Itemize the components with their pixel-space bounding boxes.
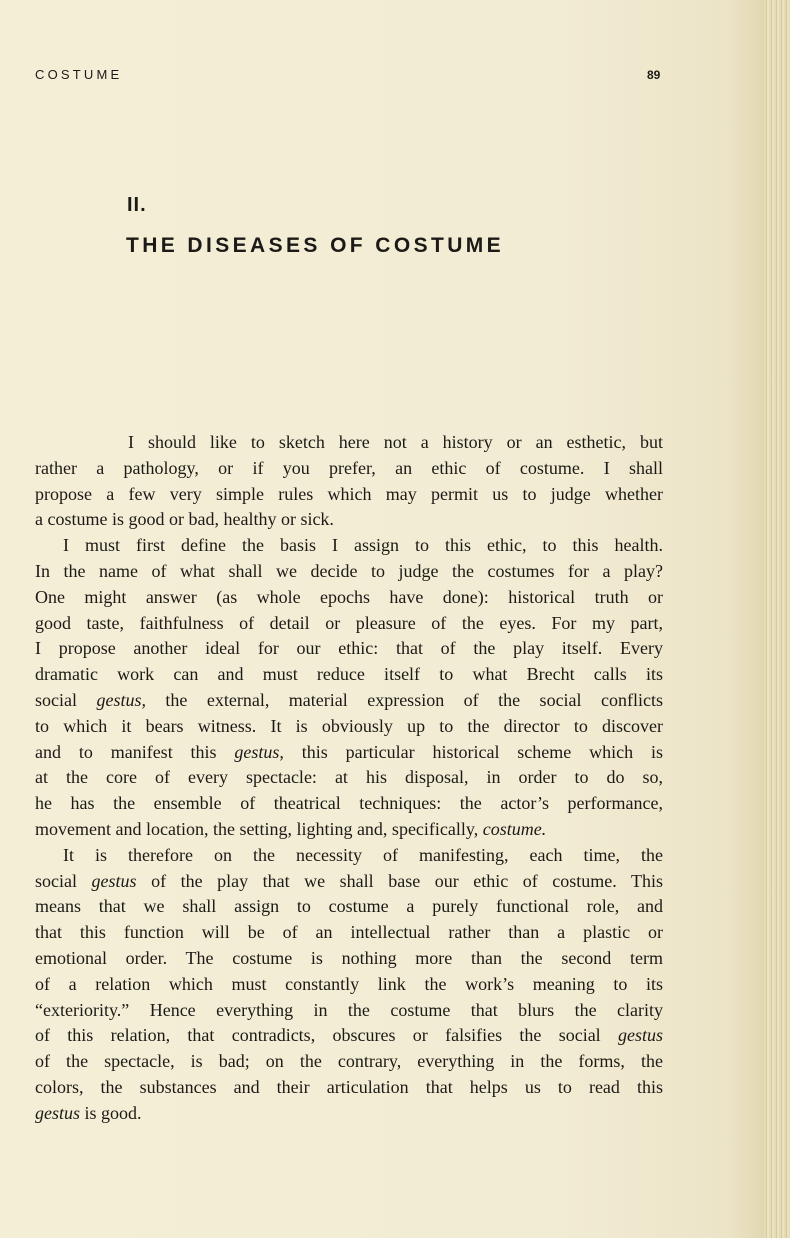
- italic-term: gestus,: [234, 741, 284, 762]
- italic-term: gestus: [618, 1025, 663, 1046]
- text-line: that this function will be of an intellectual rather than a plastic or: [35, 922, 663, 943]
- running-head: COSTUME: [35, 67, 123, 82]
- text-line: of the spectacle, is bad; on the contrary, everything in the forms, the: [35, 1051, 663, 1072]
- text-line: social gestus of the play that we shall base our ethic of costume. This: [35, 870, 663, 891]
- page-edge: [764, 0, 790, 1238]
- text-line: of a relation which must constantly link the work’s meaning to its: [35, 973, 663, 994]
- italic-term: gestus,: [96, 689, 146, 710]
- italic-term: gestus: [35, 1102, 80, 1123]
- text-line: propose a few very simple rules which may permit us to judge whether: [35, 483, 663, 504]
- text-line: “exteriority.” Hence everything in the costume that blurs the clarity: [35, 999, 663, 1020]
- body-text: [35, 430, 663, 1127]
- page-number: 89: [647, 68, 661, 82]
- text-line: emotional order. The costume is nothing more than the second term: [35, 947, 663, 968]
- italic-term: gestus: [91, 870, 137, 891]
- text-line: I should like to sketch here not a history or an esthetic, but: [128, 432, 663, 452]
- section-number: II.: [127, 194, 147, 216]
- text-line: means that we shall assign to costume a purely functional role, and: [35, 896, 663, 917]
- text-line: social gestus, the external, material expression of the social conflicts: [35, 689, 663, 710]
- text-line: In the name of what shall we decide to judge the costumes for a play?: [35, 560, 663, 581]
- text-line: gestus is good.: [35, 1102, 142, 1123]
- paragraph: [35, 430, 663, 533]
- text-line: at the core of every spectacle: at his disposal, in order to do so,: [35, 767, 663, 788]
- paragraph: [35, 533, 663, 843]
- text-line: a costume is good or bad, healthy or sick.: [35, 509, 334, 530]
- text-line: he has the ensemble of theatrical techniques: the actor’s performance,: [35, 793, 663, 814]
- paragraph: [35, 843, 663, 1127]
- text-line: I propose another ideal for our ethic: that of the play itself. Every: [35, 638, 663, 659]
- text-line: good taste, faithfulness of detail or pleasure of the eyes. For my part,: [35, 612, 663, 633]
- text-line: rather a pathology, or if you prefer, an ethic of costume. I shall: [35, 457, 663, 478]
- italic-term: costume.: [482, 818, 547, 839]
- text-line: movement and location, the setting, lighting and, specifically, costume.: [35, 818, 547, 839]
- text-line: I must first define the basis I assign to this ethic, to this health.: [63, 535, 663, 556]
- chapter-title: THE DISEASES OF COSTUME: [126, 234, 505, 257]
- text-line: of this relation, that contradicts, obscures or falsifies the social gestus: [35, 1025, 663, 1046]
- text-line: It is therefore on the necessity of manifesting, each time, the: [63, 844, 663, 865]
- text-line: and to manifest this gestus, this particular historical scheme which is: [35, 741, 663, 762]
- text-line: dramatic work can and must reduce itself to what Brecht calls its: [35, 664, 663, 685]
- text-line: One might answer (as whole epochs have done): historical truth or: [35, 586, 663, 607]
- text-line: to which it bears witness. It is obviously up to the director to discover: [35, 715, 663, 736]
- text-line: colors, the substances and their articulation that helps us to read this: [35, 1076, 663, 1097]
